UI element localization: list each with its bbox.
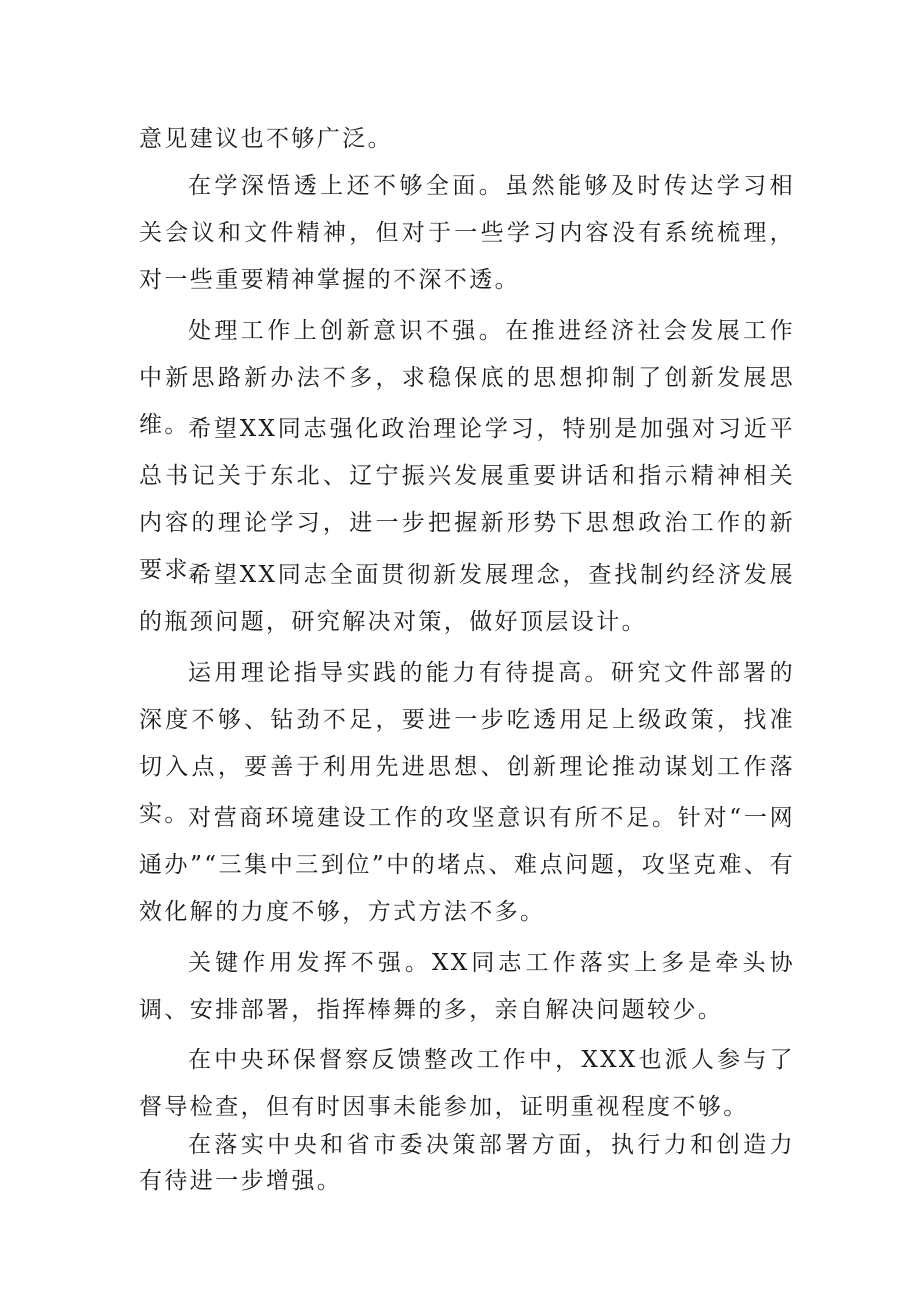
paragraph-theory-study: 希望XX同志强化政治理论学习，特别是加强对习近平总书记关于东北、辽宁振兴发展重要讲话和指示精神相关内容的理论学习，进一步把握新形势下思想政治工作的新要求。 bbox=[139, 416, 795, 583]
paragraph-continuation: 意见建议也不够广泛。 bbox=[139, 126, 393, 152]
paragraph-innovation: 处理工作上创新意识不强。在推进经济社会发展工作中新思路新办法不多，求稳保底的思想抑制了创新发展思维。 bbox=[139, 318, 795, 438]
paragraph-environmental-inspection: 在中央环保督察反馈整改工作中，XXX也派人参与了督导检查，但有时因事未能参加，证明重视程度不够。 bbox=[139, 1047, 795, 1120]
paragraph-study-depth: 在学深悟透上还不够全面。虽然能够及时传达学习相关会议和文件精神，但对于一些学习内容没有系统梳理，对一些重要精神掌握的不深不透。 bbox=[139, 173, 795, 293]
paragraph-key-role: 关键作用发挥不强。XX同志工作落实上多是牵头协调、安排部署，指挥棒舞的多，亲自解决问题较少。 bbox=[139, 950, 795, 1023]
paragraph-development-concept: 希望XX同志全面贯彻新发展理念，查找制约经济发展的瓶颈问题，研究解决对策，做好顶层设计。 bbox=[139, 562, 795, 635]
paragraph-execution: 在落实中央和省市委决策部署方面，执行力和创造力有待进一步增强。 bbox=[139, 1132, 795, 1194]
paragraph-business-environment: 对营商环境建设工作的攻坚意识有所不足。针对“一网通办”“三集中三到位”中的堵点、难点问题，攻坚克难、有效化解的力度不够，方式方法不多。 bbox=[139, 805, 795, 925]
paragraph-theory-practice: 运用理论指导实践的能力有待提高。研究文件部署的深度不够、钻劲不足，要进一步吃透用足上级政策，找准切入点，要善于利用先进思想、创新理论推动谋划工作落实。 bbox=[139, 660, 795, 827]
